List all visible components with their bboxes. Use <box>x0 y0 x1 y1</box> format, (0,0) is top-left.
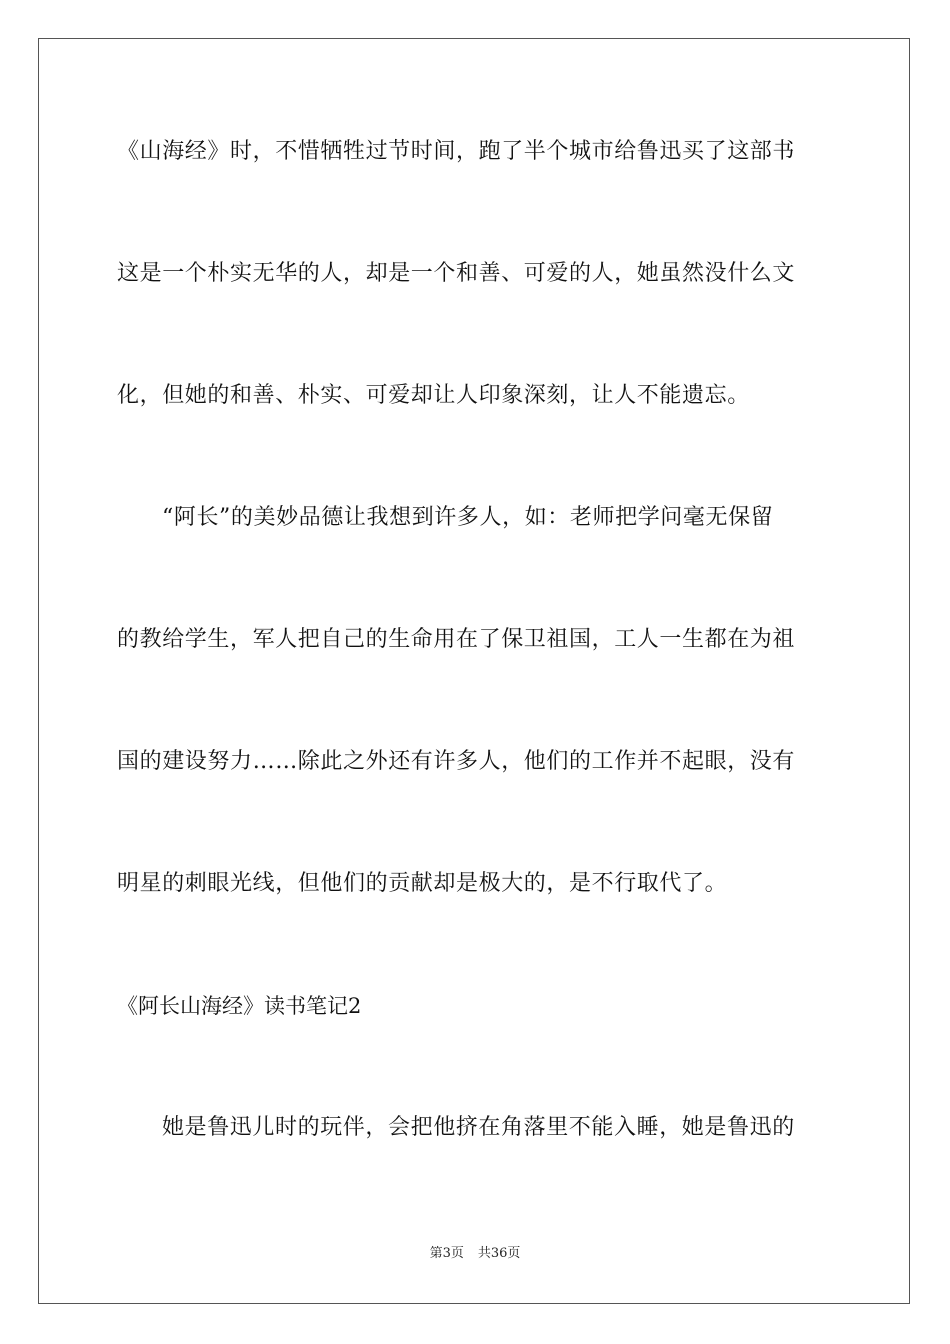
body-text-line-3: 化，但她的和善、朴实、可爱却让人印象深刻，让人不能遗忘。 <box>117 383 750 408</box>
body-text-line-1: 《山海经》时，不惜牺牲过节时间，跑了半个城市给鲁迅买了这部书 <box>117 139 796 164</box>
body-text-line-6: 国的建设努力……除此之外还有许多人，他们的工作并不起眼，没有 <box>117 749 796 774</box>
section-heading: 《阿长山海经》读书笔记2 <box>117 994 362 1018</box>
body-text-line-7: 明星的刺眼光线，但他们的贡献却是极大的，是不行取代了。 <box>117 871 728 896</box>
page-total: 共36页 <box>477 1246 521 1261</box>
body-text-line-5: 的教给学生，军人把自己的生命用在了保卫祖国，工人一生都在为祖 <box>117 627 796 652</box>
page-number: 第3页 <box>429 1246 464 1261</box>
page-footer <box>0 1244 950 1264</box>
body-text-line-2: 这是一个朴实无华的人，却是一个和善、可爱的人，她虽然没什么文 <box>117 261 796 286</box>
body-text-line-8: 她是鲁迅儿时的玩伴，会把他挤在角落里不能入睡，她是鲁迅的 <box>162 1115 795 1140</box>
body-text-line-4: “阿长”的美妙品德让我想到许多人，如：老师把学问毫无保留 <box>162 505 774 530</box>
